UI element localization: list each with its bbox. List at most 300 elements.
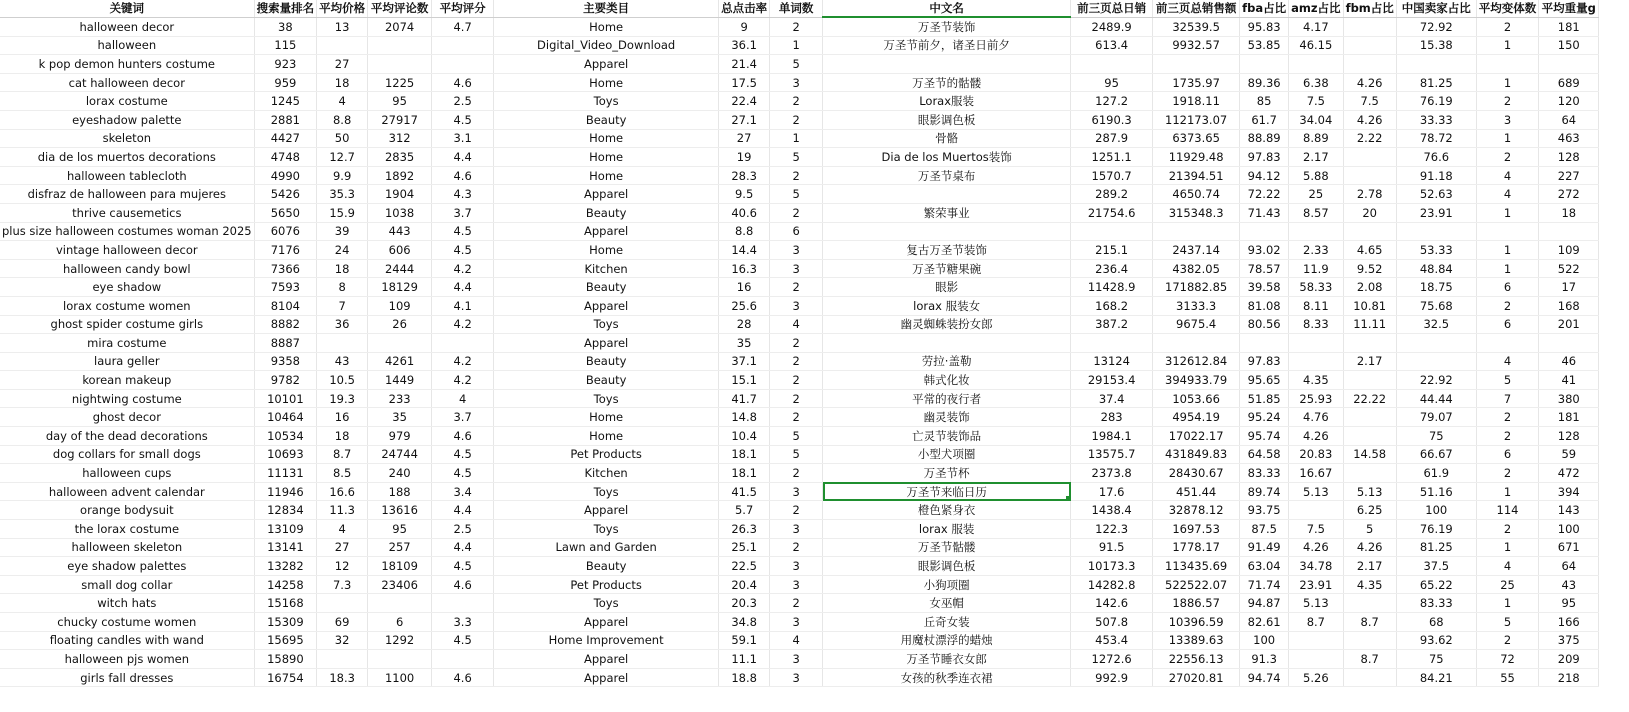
table-cell[interactable] — [1289, 334, 1343, 353]
table-cell[interactable]: 35.3 — [317, 185, 368, 204]
column-header[interactable]: 平均评论数 — [368, 0, 432, 17]
table-cell[interactable]: 32.5 — [1396, 315, 1476, 334]
table-cell[interactable]: 522 — [1539, 259, 1599, 278]
table-cell[interactable]: 4.6 — [432, 73, 494, 92]
table-cell[interactable]: 4.5 — [432, 110, 494, 129]
table-cell[interactable]: 44.44 — [1396, 389, 1476, 408]
table-cell[interactable]: 3.3 — [432, 613, 494, 632]
table-cell[interactable]: 82.61 — [1240, 613, 1289, 632]
table-cell[interactable]: 4 — [317, 520, 368, 539]
table-cell[interactable]: 7 — [317, 296, 368, 315]
table-cell[interactable]: 5 — [1476, 613, 1539, 632]
table-cell[interactable]: 75.68 — [1396, 296, 1476, 315]
table-cell[interactable]: 8.8 — [317, 110, 368, 129]
table-cell[interactable]: 375 — [1539, 631, 1599, 650]
table-cell[interactable]: 34.78 — [1289, 557, 1343, 576]
table-cell[interactable] — [1343, 334, 1396, 353]
table-cell[interactable]: halloween candy bowl — [0, 259, 254, 278]
table-cell[interactable]: 4 — [1476, 166, 1539, 185]
table-cell[interactable]: 27 — [719, 129, 770, 148]
column-header[interactable]: 中国卖家占比 — [1396, 0, 1476, 17]
table-cell[interactable]: 平常的夜行者 — [823, 389, 1071, 408]
table-cell[interactable]: 58.33 — [1289, 278, 1343, 297]
table-cell[interactable]: 34.8 — [719, 613, 770, 632]
table-cell[interactable]: 27917 — [368, 110, 432, 129]
table-cell[interactable]: 1292 — [368, 631, 432, 650]
table-cell[interactable] — [1289, 352, 1343, 371]
table-cell[interactable]: 2881 — [254, 110, 317, 129]
table-cell[interactable]: 80.56 — [1240, 315, 1289, 334]
column-header[interactable]: 关键词 — [0, 0, 254, 17]
table-cell[interactable]: 4.5 — [432, 445, 494, 464]
table-cell[interactable] — [1289, 501, 1343, 520]
table-cell[interactable]: 万圣节装饰 — [823, 17, 1071, 36]
table-cell[interactable] — [1289, 222, 1343, 241]
table-cell[interactable]: 眼影 — [823, 278, 1071, 297]
table-cell[interactable]: 78.72 — [1396, 129, 1476, 148]
table-cell[interactable] — [1240, 55, 1289, 74]
table-cell[interactable]: 84.21 — [1396, 668, 1476, 687]
table-cell[interactable]: 453.4 — [1071, 631, 1153, 650]
column-header[interactable]: 平均重量g — [1539, 0, 1599, 17]
table-cell[interactable]: 142.6 — [1071, 594, 1153, 613]
table-cell[interactable]: lorax costume women — [0, 296, 254, 315]
table-cell[interactable]: 40.6 — [719, 203, 770, 222]
table-cell[interactable] — [1289, 631, 1343, 650]
table-cell[interactable]: 168.2 — [1071, 296, 1153, 315]
table-cell[interactable]: 1 — [1476, 129, 1539, 148]
table-cell[interactable]: 95.74 — [1240, 427, 1289, 446]
table-cell[interactable]: 120 — [1539, 92, 1599, 111]
table-cell[interactable]: 万圣节糖果碗 — [823, 259, 1071, 278]
table-cell[interactable] — [1343, 371, 1396, 390]
table-cell[interactable] — [1396, 352, 1476, 371]
table-cell[interactable]: 29153.4 — [1071, 371, 1153, 390]
table-cell[interactable]: day of the dead decorations — [0, 427, 254, 446]
table-cell[interactable] — [368, 594, 432, 613]
table-cell[interactable]: ghost decor — [0, 408, 254, 427]
table-cell[interactable]: 10.81 — [1343, 296, 1396, 315]
table-cell[interactable] — [368, 36, 432, 55]
table-cell[interactable]: 2 — [770, 371, 823, 390]
table-cell[interactable]: 53.85 — [1240, 36, 1289, 55]
table-cell[interactable]: 4382.05 — [1153, 259, 1240, 278]
column-header[interactable]: 总点击率 — [719, 0, 770, 17]
table-cell[interactable]: 37.5 — [1396, 557, 1476, 576]
table-cell[interactable]: 9 — [719, 17, 770, 36]
table-cell[interactable]: 1892 — [368, 166, 432, 185]
table-cell[interactable] — [1343, 36, 1396, 55]
table-cell[interactable]: 95.65 — [1240, 371, 1289, 390]
table-cell[interactable]: 8.7 — [1343, 613, 1396, 632]
table-cell[interactable]: 2 — [770, 203, 823, 222]
table-cell[interactable]: 5 — [770, 445, 823, 464]
table-cell[interactable]: 13616 — [368, 501, 432, 520]
table-cell[interactable] — [368, 650, 432, 669]
table-cell[interactable]: 289.2 — [1071, 185, 1153, 204]
table-cell[interactable]: 23.91 — [1396, 203, 1476, 222]
table-cell[interactable]: 5426 — [254, 185, 317, 204]
table-cell[interactable]: disfraz de halloween para mujeres — [0, 185, 254, 204]
table-cell[interactable]: 12 — [317, 557, 368, 576]
table-cell[interactable]: 6.38 — [1289, 73, 1343, 92]
table-cell[interactable]: 2.33 — [1289, 241, 1343, 260]
table-cell[interactable]: 61.7 — [1240, 110, 1289, 129]
table-cell[interactable]: 315348.3 — [1153, 203, 1240, 222]
table-cell[interactable]: Beauty — [494, 278, 719, 297]
table-cell[interactable]: 1697.53 — [1153, 520, 1240, 539]
table-cell[interactable]: 2 — [770, 538, 823, 557]
table-cell[interactable]: 992.9 — [1071, 668, 1153, 687]
table-cell[interactable]: 2 — [770, 464, 823, 483]
table-cell[interactable]: 35 — [719, 334, 770, 353]
table-cell[interactable]: Toys — [494, 520, 719, 539]
table-cell[interactable]: 6076 — [254, 222, 317, 241]
table-cell[interactable]: 64 — [1539, 557, 1599, 576]
table-cell[interactable]: 18109 — [368, 557, 432, 576]
table-cell[interactable]: 4.6 — [432, 575, 494, 594]
table-cell[interactable] — [1396, 334, 1476, 353]
table-cell[interactable]: 93.02 — [1240, 241, 1289, 260]
table-cell[interactable]: 4.4 — [432, 278, 494, 297]
table-cell[interactable]: 122.3 — [1071, 520, 1153, 539]
table-cell[interactable]: Beauty — [494, 371, 719, 390]
table-cell[interactable]: 10693 — [254, 445, 317, 464]
table-cell[interactable]: 11946 — [254, 482, 317, 501]
table-cell[interactable]: 181 — [1539, 17, 1599, 36]
table-cell[interactable]: 3.1 — [432, 129, 494, 148]
table-cell[interactable]: 1984.1 — [1071, 427, 1153, 446]
table-cell[interactable]: 94.87 — [1240, 594, 1289, 613]
table-cell[interactable]: 21754.6 — [1071, 203, 1153, 222]
table-cell[interactable]: 283 — [1071, 408, 1153, 427]
table-cell[interactable]: 28 — [719, 315, 770, 334]
table-cell[interactable]: 463 — [1539, 129, 1599, 148]
table-cell[interactable]: 2.5 — [432, 520, 494, 539]
table-cell[interactable]: 93.62 — [1396, 631, 1476, 650]
table-cell[interactable]: chucky costume women — [0, 613, 254, 632]
table-cell[interactable]: 522522.07 — [1153, 575, 1240, 594]
table-cell[interactable]: 5.88 — [1289, 166, 1343, 185]
table-cell[interactable]: 6.25 — [1343, 501, 1396, 520]
table-cell[interactable]: 5650 — [254, 203, 317, 222]
table-cell[interactable]: small dog collar — [0, 575, 254, 594]
table-cell[interactable]: mira costume — [0, 334, 254, 353]
table-cell[interactable]: witch hats — [0, 594, 254, 613]
table-cell[interactable] — [1289, 55, 1343, 74]
table-cell[interactable] — [1539, 222, 1599, 241]
table-cell[interactable]: 小狗项圈 — [823, 575, 1071, 594]
table-cell[interactable]: 8.5 — [317, 464, 368, 483]
table-cell[interactable]: 61.9 — [1396, 464, 1476, 483]
table-cell[interactable]: 4.26 — [1343, 538, 1396, 557]
table-cell[interactable]: 骨骼 — [823, 129, 1071, 148]
table-cell[interactable]: 13141 — [254, 538, 317, 557]
table-cell[interactable]: Apparel — [494, 55, 719, 74]
table-cell[interactable]: 9932.57 — [1153, 36, 1240, 55]
table-cell[interactable]: 1038 — [368, 203, 432, 222]
table-cell[interactable]: 26 — [368, 315, 432, 334]
table-cell[interactable]: 76.19 — [1396, 520, 1476, 539]
table-cell[interactable]: Apparel — [494, 668, 719, 687]
table-cell[interactable]: 89.74 — [1240, 482, 1289, 501]
table-cell[interactable] — [432, 594, 494, 613]
table-cell[interactable]: 3 — [770, 259, 823, 278]
table-cell[interactable]: 4.6 — [432, 668, 494, 687]
table-cell[interactable]: 韩式化妆 — [823, 371, 1071, 390]
table-cell[interactable]: Beauty — [494, 203, 719, 222]
table-cell[interactable]: 4.6 — [432, 427, 494, 446]
table-cell[interactable]: 4.17 — [1289, 17, 1343, 36]
table-cell[interactable]: halloween decor — [0, 17, 254, 36]
table-cell[interactable]: floating candles with wand — [0, 631, 254, 650]
table-cell[interactable]: 38 — [254, 17, 317, 36]
table-cell[interactable]: 16 — [317, 408, 368, 427]
table-cell[interactable]: 11.3 — [317, 501, 368, 520]
table-cell[interactable]: 18.1 — [719, 445, 770, 464]
table-cell[interactable]: 1904 — [368, 185, 432, 204]
table-cell[interactable]: 13 — [317, 17, 368, 36]
table-cell[interactable]: 18.8 — [719, 668, 770, 687]
table-cell[interactable] — [1539, 334, 1599, 353]
table-cell[interactable]: halloween advent calendar — [0, 482, 254, 501]
table-cell[interactable]: 48.84 — [1396, 259, 1476, 278]
table-cell[interactable]: 15890 — [254, 650, 317, 669]
table-cell[interactable]: 9358 — [254, 352, 317, 371]
table-cell[interactable]: 188 — [368, 482, 432, 501]
table-cell[interactable]: 9675.4 — [1153, 315, 1240, 334]
table-cell[interactable]: lorax 服装 — [823, 520, 1071, 539]
table-cell[interactable]: 35 — [368, 408, 432, 427]
table-cell[interactable]: 64 — [1539, 110, 1599, 129]
fill-handle[interactable] — [1066, 496, 1071, 501]
table-cell[interactable]: 312 — [368, 129, 432, 148]
table-cell[interactable]: 12.7 — [317, 148, 368, 167]
table-cell[interactable]: 万圣节睡衣女郎 — [823, 650, 1071, 669]
table-cell[interactable]: 劳拉·盖勒 — [823, 352, 1071, 371]
table-cell[interactable]: 3 — [770, 520, 823, 539]
table-cell[interactable]: 5 — [770, 185, 823, 204]
table-cell[interactable]: 4.2 — [432, 259, 494, 278]
table-cell[interactable]: 20.4 — [719, 575, 770, 594]
table-cell[interactable]: 257 — [368, 538, 432, 557]
table-cell[interactable] — [1539, 55, 1599, 74]
table-cell[interactable]: 10534 — [254, 427, 317, 446]
table-cell[interactable] — [1343, 668, 1396, 687]
table-cell[interactable]: 16754 — [254, 668, 317, 687]
table-cell[interactable]: 9.5 — [719, 185, 770, 204]
table-cell[interactable]: 36.1 — [719, 36, 770, 55]
table-cell[interactable]: 2 — [770, 389, 823, 408]
table-cell[interactable]: 6373.65 — [1153, 129, 1240, 148]
table-cell[interactable]: 68 — [1396, 613, 1476, 632]
table-cell[interactable]: 34.04 — [1289, 110, 1343, 129]
table-cell[interactable]: laura geller — [0, 352, 254, 371]
table-cell[interactable]: 14.8 — [719, 408, 770, 427]
table-cell[interactable]: ghost spider costume girls — [0, 315, 254, 334]
table-cell[interactable]: 606 — [368, 241, 432, 260]
table-cell[interactable]: Kitchen — [494, 464, 719, 483]
table-cell[interactable]: 4 — [770, 631, 823, 650]
table-cell[interactable]: Toys — [494, 594, 719, 613]
table-cell[interactable]: 75 — [1396, 650, 1476, 669]
table-cell[interactable]: 2 — [1476, 631, 1539, 650]
table-cell[interactable]: 52.63 — [1396, 185, 1476, 204]
table-cell[interactable]: 32539.5 — [1153, 17, 1240, 36]
table-cell[interactable]: 41.7 — [719, 389, 770, 408]
table-cell[interactable]: 万圣节的骷髅 — [823, 73, 1071, 92]
table-cell[interactable]: 63.04 — [1240, 557, 1289, 576]
table-cell[interactable]: the lorax costume — [0, 520, 254, 539]
table-cell[interactable] — [1153, 222, 1240, 241]
table-cell[interactable]: 17 — [1539, 278, 1599, 297]
table-cell[interactable]: 7593 — [254, 278, 317, 297]
table-cell[interactable]: 4.76 — [1289, 408, 1343, 427]
table-cell[interactable]: 万圣节前夕，诸圣日前夕 — [823, 36, 1071, 55]
table-cell[interactable]: 16.67 — [1289, 464, 1343, 483]
table-cell[interactable] — [317, 650, 368, 669]
table-cell[interactable]: 22.4 — [719, 92, 770, 111]
table-cell[interactable]: 1570.7 — [1071, 166, 1153, 185]
table-cell[interactable]: 13124 — [1071, 352, 1153, 371]
table-cell[interactable]: 431849.83 — [1153, 445, 1240, 464]
table-cell[interactable]: 4.35 — [1343, 575, 1396, 594]
table-cell[interactable]: 127.2 — [1071, 92, 1153, 111]
table-cell[interactable]: 万圣节骷髅 — [823, 538, 1071, 557]
table-cell[interactable]: 91.18 — [1396, 166, 1476, 185]
table-cell[interactable] — [432, 55, 494, 74]
table-cell[interactable]: Home — [494, 148, 719, 167]
table-cell[interactable]: 15.1 — [719, 371, 770, 390]
table-cell[interactable]: 4 — [1476, 557, 1539, 576]
column-header[interactable]: 单词数 — [770, 0, 823, 17]
table-cell[interactable]: 24744 — [368, 445, 432, 464]
table-cell[interactable]: 94.74 — [1240, 668, 1289, 687]
table-cell[interactable]: 2 — [770, 408, 823, 427]
table-cell[interactable]: Toys — [494, 389, 719, 408]
table-cell[interactable]: Home — [494, 166, 719, 185]
table-cell[interactable]: 2 — [1476, 464, 1539, 483]
table-cell[interactable]: 13389.63 — [1153, 631, 1240, 650]
table-cell[interactable]: 27 — [317, 538, 368, 557]
table-cell[interactable]: 1 — [1476, 36, 1539, 55]
table-cell[interactable]: 3133.3 — [1153, 296, 1240, 315]
table-cell[interactable]: 15.9 — [317, 203, 368, 222]
table-cell[interactable]: 1225 — [368, 73, 432, 92]
table-cell[interactable]: 4954.19 — [1153, 408, 1240, 427]
column-header[interactable]: 前三页总日销 — [1071, 0, 1153, 17]
table-cell[interactable]: 1245 — [254, 92, 317, 111]
table-cell[interactable]: 2437.14 — [1153, 241, 1240, 260]
table-cell[interactable]: 43 — [317, 352, 368, 371]
table-cell[interactable]: 979 — [368, 427, 432, 446]
table-cell[interactable]: 11.1 — [719, 650, 770, 669]
table-cell[interactable]: 2 — [770, 17, 823, 36]
table-cell[interactable]: 2 — [1476, 17, 1539, 36]
table-cell[interactable] — [1476, 222, 1539, 241]
table-cell[interactable]: Lorax服装 — [823, 92, 1071, 111]
table-cell[interactable]: 95 — [368, 92, 432, 111]
table-cell[interactable]: 689 — [1539, 73, 1599, 92]
table-cell[interactable]: 小型犬项圈 — [823, 445, 1071, 464]
table-cell[interactable]: 81.08 — [1240, 296, 1289, 315]
table-cell[interactable] — [1153, 55, 1240, 74]
table-cell[interactable]: 95 — [1539, 594, 1599, 613]
table-cell[interactable]: 215.1 — [1071, 241, 1153, 260]
table-cell[interactable]: 23406 — [368, 575, 432, 594]
table-cell[interactable]: 4.3 — [432, 185, 494, 204]
table-cell[interactable]: dia de los muertos decorations — [0, 148, 254, 167]
table-cell[interactable]: 114 — [1476, 501, 1539, 520]
table-cell[interactable]: 113435.69 — [1153, 557, 1240, 576]
table-cell[interactable]: 4.65 — [1343, 241, 1396, 260]
table-cell[interactable]: 2 — [770, 92, 823, 111]
table-cell[interactable]: 4.2 — [432, 315, 494, 334]
table-cell[interactable]: 24 — [317, 241, 368, 260]
table-cell[interactable]: 7176 — [254, 241, 317, 260]
table-cell[interactable]: 4.4 — [432, 148, 494, 167]
table-cell[interactable]: 507.8 — [1071, 613, 1153, 632]
table-cell[interactable]: 2074 — [368, 17, 432, 36]
table-cell[interactable]: 2 — [770, 501, 823, 520]
table-cell[interactable]: Toys — [494, 482, 719, 501]
table-cell[interactable]: 4.4 — [432, 501, 494, 520]
table-cell[interactable]: Lawn and Garden — [494, 538, 719, 557]
table-cell[interactable]: 2444 — [368, 259, 432, 278]
table-cell[interactable]: dog collars for small dogs — [0, 445, 254, 464]
table-cell[interactable]: 4.35 — [1289, 371, 1343, 390]
table-cell[interactable]: 8.8 — [719, 222, 770, 241]
table-cell[interactable]: 59.1 — [719, 631, 770, 650]
table-cell[interactable]: 18.3 — [317, 668, 368, 687]
table-cell[interactable]: 5.13 — [1289, 482, 1343, 501]
table-cell[interactable]: 10464 — [254, 408, 317, 427]
table-cell[interactable]: 7.5 — [1289, 520, 1343, 539]
table-cell[interactable]: Apparel — [494, 650, 719, 669]
table-cell[interactable] — [1071, 55, 1153, 74]
table-cell[interactable]: 7.5 — [1289, 92, 1343, 111]
table-cell[interactable]: 1 — [1476, 594, 1539, 613]
table-cell[interactable]: Kitchen — [494, 259, 719, 278]
table-cell[interactable]: 19.3 — [317, 389, 368, 408]
table-cell[interactable]: 87.5 — [1240, 520, 1289, 539]
table-cell[interactable]: Home Improvement — [494, 631, 719, 650]
table-cell[interactable]: 4.2 — [432, 352, 494, 371]
table-cell[interactable]: 94.12 — [1240, 166, 1289, 185]
table-cell[interactable] — [1476, 55, 1539, 74]
table-cell[interactable]: 59 — [1539, 445, 1599, 464]
table-cell[interactable] — [823, 55, 1071, 74]
table-cell[interactable]: 13282 — [254, 557, 317, 576]
table-cell[interactable]: 2.22 — [1343, 129, 1396, 148]
table-cell[interactable]: 1272.6 — [1071, 650, 1153, 669]
table-cell[interactable]: 209 — [1539, 650, 1599, 669]
table-cell[interactable]: 23.91 — [1289, 575, 1343, 594]
table-cell[interactable]: 1251.1 — [1071, 148, 1153, 167]
table-cell[interactable]: plus size halloween costumes woman 2025 — [0, 222, 254, 241]
table-cell[interactable]: lorax 服装女 — [823, 296, 1071, 315]
table-cell[interactable]: 41 — [1539, 371, 1599, 390]
table-cell[interactable]: 6 — [1476, 445, 1539, 464]
table-cell[interactable]: 168 — [1539, 296, 1599, 315]
table-cell[interactable] — [1343, 55, 1396, 74]
table-cell[interactable]: 1100 — [368, 668, 432, 687]
table-cell[interactable]: Apparel — [494, 613, 719, 632]
table-cell[interactable]: 4 — [1476, 352, 1539, 371]
table-cell[interactable]: 81.25 — [1396, 538, 1476, 557]
table-cell[interactable]: halloween pjs women — [0, 650, 254, 669]
table-cell[interactable]: 15309 — [254, 613, 317, 632]
